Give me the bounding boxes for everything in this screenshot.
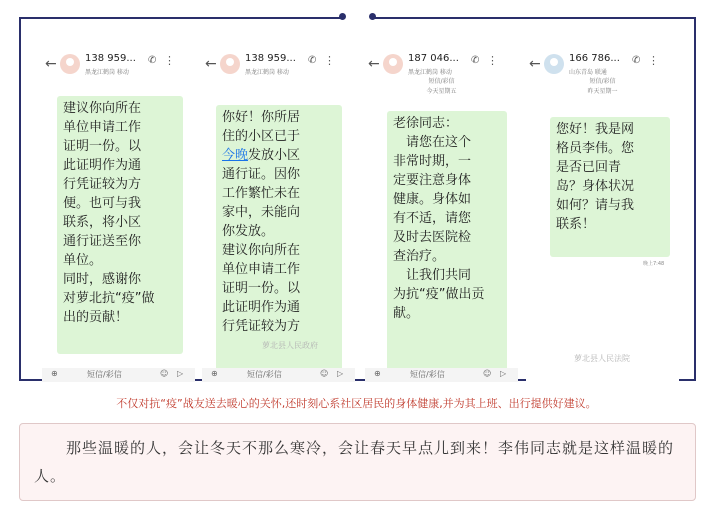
sms-input[interactable]: 短信/彩信 [87,370,122,379]
figure-caption: 不仅对抗“疫”战友送去暖心的关怀,还时刻心系社区居民的身体健康,并为其上班、出行提供好建议。 [116,397,597,410]
message-line: 证明一份。以 [63,139,142,154]
compose-bar [202,368,355,382]
message-line: 及时去医院检 [393,230,472,245]
message-line: 单位申请工作 [222,262,301,277]
avatar [60,54,80,74]
more-vertical-icon[interactable]: ⋮ [324,54,335,67]
sms-header [526,50,679,98]
message-line: 定要注意身体 [393,173,472,188]
avatar [544,54,564,74]
sender-number: 166 786... [569,53,620,64]
message-line: 如何？请与我 [556,198,635,213]
message-line: 联系！ [556,217,596,232]
message-line: 你好！你所居 [222,110,301,125]
message-line: 通行证送至你 [63,234,142,249]
message-line: 工作繁忙未在 [222,186,301,201]
plus-icon[interactable]: ⊕ [374,369,381,378]
frame-dot-left [339,13,346,20]
message-bubble [216,105,342,375]
phone-icon[interactable]: ✆ [308,55,317,66]
message-line: 对萝北抗“疫”做 [63,291,155,306]
message-bubble [57,96,183,354]
message-line: 让我们共同 [393,268,472,283]
sms-screenshot-1 [42,48,195,382]
back-arrow-icon[interactable]: ← [368,56,380,72]
message-line: 行凭证较为方 [63,177,142,192]
sender-location: 山东青岛 联通 [569,69,607,76]
message-line: 老徐同志： [393,116,459,131]
quote-text: 那些温暖的人，会让冬天不那么寒冷，会让春天早点儿到来！李伟同志就是这样温暖的人。 [34,439,675,485]
phone-icon[interactable]: ✆ [632,55,641,66]
message-line: 是否已回青 [556,160,622,175]
back-arrow-icon[interactable]: ← [529,56,541,72]
send-icon[interactable]: ▷ [177,369,184,378]
message-line: 你发放。 [222,224,275,239]
date-label: 昨天星期一 [587,88,618,95]
emoji-icon[interactable]: ☺ [483,369,492,378]
sender-number: 187 046... [408,53,459,64]
avatar [383,54,403,74]
quote-box [19,423,696,501]
message-line: 单位申请工作 [63,120,142,135]
sms-screenshot-3 [365,48,518,382]
watermark: 萝北县人民政府 [262,341,318,350]
message-line: 您好！我是网 [556,122,635,137]
message-line-with-link [222,146,336,165]
message-type-label: 短信/彩信 [428,78,455,85]
message-line: 格员李伟。您 [556,141,635,156]
message-line: 出的贡献！ [63,310,129,325]
message-line: 住的小区已于 [222,129,301,144]
sms-header [42,50,195,98]
message-line: 便。也可与我 [63,196,142,211]
message-line: 联系，将小区 [63,215,142,230]
sms-screenshot-4 [526,48,679,382]
message-line: 为抗“疫”做出贡 [393,287,485,302]
message-line: 健康。身体如 [393,192,472,207]
more-vertical-icon[interactable]: ⋮ [487,54,498,67]
watermark: 萝北县人民法院 [574,354,630,363]
message-bubble [387,111,507,373]
sms-input[interactable]: 短信/彩信 [247,370,282,379]
date-link[interactable]: 今晚 [222,148,249,163]
screenshot-collage-frame [19,17,696,381]
message-line: 建议你向所在 [222,243,301,258]
send-icon[interactable]: ▷ [500,369,507,378]
message-line: 证明一份。以 [222,281,301,296]
sender-location: 黑龙江鹤岗 移动 [408,69,452,76]
more-vertical-icon[interactable]: ⋮ [648,54,659,67]
emoji-icon[interactable]: ☺ [320,369,329,378]
message-line: 同时，感谢你 [63,272,142,287]
sms-input[interactable]: 短信/彩信 [410,370,445,379]
send-icon[interactable]: ▷ [337,369,344,378]
back-arrow-icon[interactable]: ← [205,56,217,72]
message-line: 家中，未能向 [222,205,301,220]
date-label: 今天星期五 [426,88,457,95]
message-line: 献。 [393,306,420,321]
message-line: 通行证。因你 [222,167,301,182]
avatar [220,54,240,74]
frame-dot-right [369,13,376,20]
message-text: 发放小区 [248,148,301,163]
compose-bar [42,368,195,382]
message-line: 查治疗。 [393,249,446,264]
message-line: 非常时期，一 [393,154,472,169]
sms-header [202,50,355,98]
plus-icon[interactable]: ⊕ [51,369,58,378]
message-line: 建议你向所在 [63,101,142,116]
message-bubble [550,117,670,257]
sms-screenshot-2 [202,48,355,382]
message-line: 行凭证较为方 [222,319,301,334]
sender-number: 138 959... [85,53,136,64]
message-time: 晚上7:48 [643,261,665,267]
message-line: 请您在这个 [393,135,472,150]
message-line: 单位。 [63,253,103,268]
compose-bar [365,368,518,382]
sender-location: 黑龙江鹤岗 移动 [245,69,289,76]
sms-header [365,50,518,98]
message-line: 此证明作为通 [222,300,301,315]
message-line: 有不适，请您 [393,211,472,226]
more-vertical-icon[interactable]: ⋮ [164,54,175,67]
sender-location: 黑龙江鹤岗 移动 [85,69,129,76]
emoji-icon[interactable]: ☺ [160,369,169,378]
plus-icon[interactable]: ⊕ [211,369,218,378]
message-line: 岛？身体状况 [556,179,635,194]
phone-icon[interactable]: ✆ [148,55,157,66]
phone-icon[interactable]: ✆ [471,55,480,66]
message-type-label: 短信/彩信 [589,78,616,85]
sender-number: 138 959... [245,53,296,64]
message-line: 此证明作为通 [63,158,142,173]
back-arrow-icon[interactable]: ← [45,56,57,72]
